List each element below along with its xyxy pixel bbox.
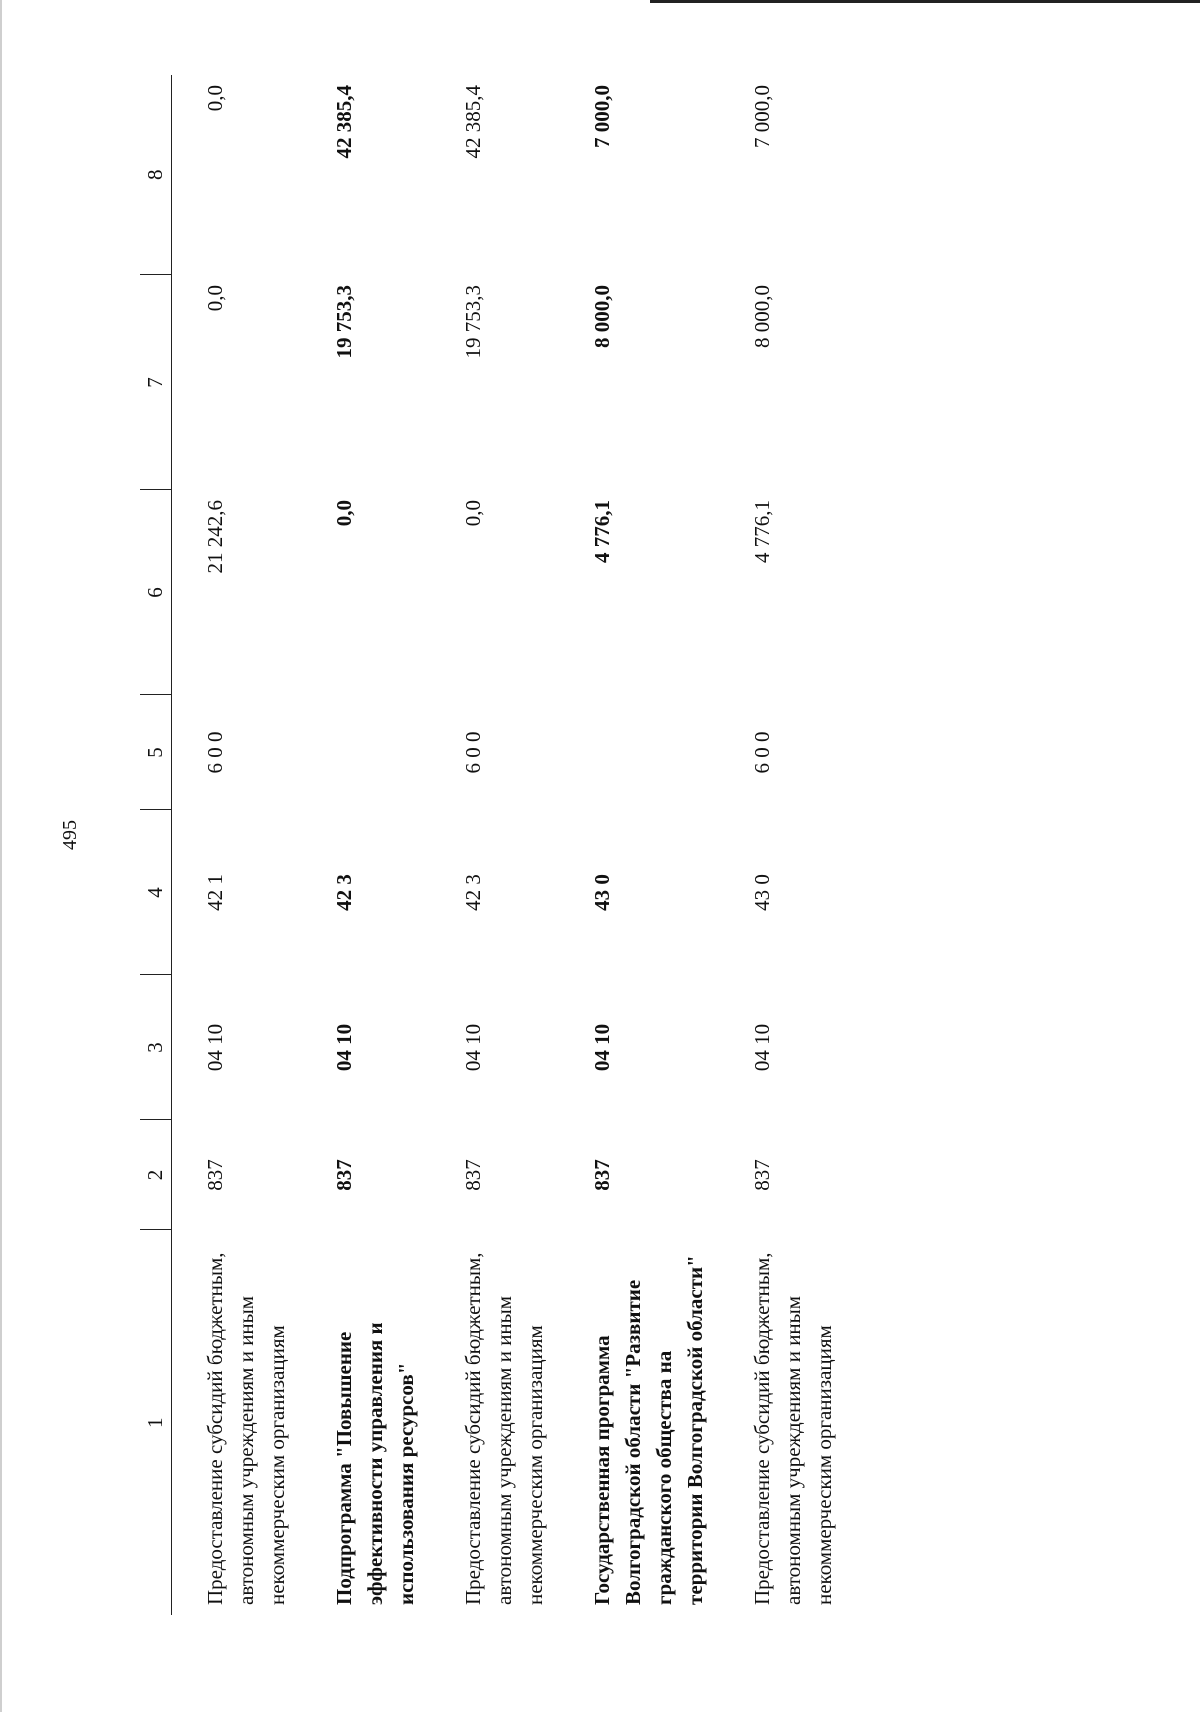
row-section-code: 04 10	[461, 1023, 485, 1072]
row-target-code: 42 3	[461, 874, 485, 911]
column-header-1: 1	[140, 1230, 172, 1615]
row-admin-code: 837	[332, 1159, 356, 1191]
row-amount-col8: 7 000,0	[590, 85, 614, 148]
row-name: Предоставление субсидий бюджетным, автономным учреждениям и иным некоммерческим организациям	[750, 1252, 836, 1605]
row-section-code: 04 10	[750, 1023, 774, 1072]
row-expense-type: 6 0 0	[461, 731, 485, 774]
column-header-7: 7	[140, 275, 172, 490]
row-amount-col7: 8 000,0	[590, 285, 614, 348]
table-row	[172, 75, 330, 1615]
row-amount-col7: 0,0	[203, 285, 227, 312]
scan-edge-left	[0, 0, 2, 1712]
row-amount-col7: 19 753,3	[461, 285, 485, 359]
table-row	[587, 75, 747, 1615]
row-amount-col8: 0,0	[203, 85, 227, 112]
row-admin-code: 837	[461, 1159, 485, 1191]
row-section-code: 04 10	[203, 1023, 227, 1072]
row-section-code: 04 10	[590, 1023, 614, 1072]
row-amount-col7: 8 000,0	[750, 285, 774, 348]
row-expense-type: 6 0 0	[750, 731, 774, 774]
row-section-code: 04 10	[332, 1023, 356, 1072]
table-row	[747, 75, 876, 1615]
row-amount-col6: 21 242,6	[203, 500, 227, 574]
row-amount-col6: 4 776,1	[590, 500, 614, 563]
table-row	[329, 75, 458, 1615]
row-expense-type: 6 0 0	[203, 731, 227, 774]
row-name: Государственная программа Волгоградской области "Развитие гражданского общества на территории Волгоградской области"	[590, 1255, 707, 1605]
row-amount-col8: 7 000,0	[750, 85, 774, 148]
row-admin-code: 837	[590, 1159, 614, 1191]
column-header-8: 8	[140, 75, 172, 275]
row-amount-col6: 4 776,1	[750, 500, 774, 563]
column-header-5: 5	[140, 695, 172, 810]
budget-table	[140, 75, 876, 1615]
row-target-code: 42 3	[332, 874, 356, 911]
row-admin-code: 837	[750, 1159, 774, 1191]
row-target-code: 43 0	[750, 874, 774, 911]
row-name: Предоставление субсидий бюджетным, автономным учреждениям и иным некоммерческим организациям	[461, 1252, 547, 1605]
row-amount-col8: 42 385,4	[461, 85, 485, 159]
column-header-6: 6	[140, 490, 172, 695]
column-header-4: 4	[140, 810, 172, 975]
row-target-code: 42 1	[203, 874, 227, 911]
row-name: Предоставление субсидий бюджетным, автономным учреждениям и иным некоммерческим организациям	[203, 1252, 289, 1605]
row-admin-code: 837	[203, 1159, 227, 1191]
row-target-code: 43 0	[590, 874, 614, 911]
table-row	[458, 75, 587, 1615]
table-header-row	[140, 75, 172, 1615]
column-header-2: 2	[140, 1120, 172, 1230]
row-name: Подпрограмма "Повышение эффективности управления и использования ресурсов"	[332, 1322, 418, 1605]
page-number: 495	[59, 820, 81, 850]
rotated-table-container	[140, 75, 900, 1615]
scan-edge-top	[650, 0, 1200, 3]
column-header-3: 3	[140, 975, 172, 1120]
row-amount-col6: 0,0	[461, 500, 485, 527]
row-expense-type	[329, 695, 458, 810]
row-amount-col8: 42 385,4	[332, 85, 356, 159]
row-expense-type	[587, 695, 747, 810]
row-amount-col6: 0,0	[332, 500, 356, 527]
row-amount-col7: 19 753,3	[332, 285, 356, 359]
